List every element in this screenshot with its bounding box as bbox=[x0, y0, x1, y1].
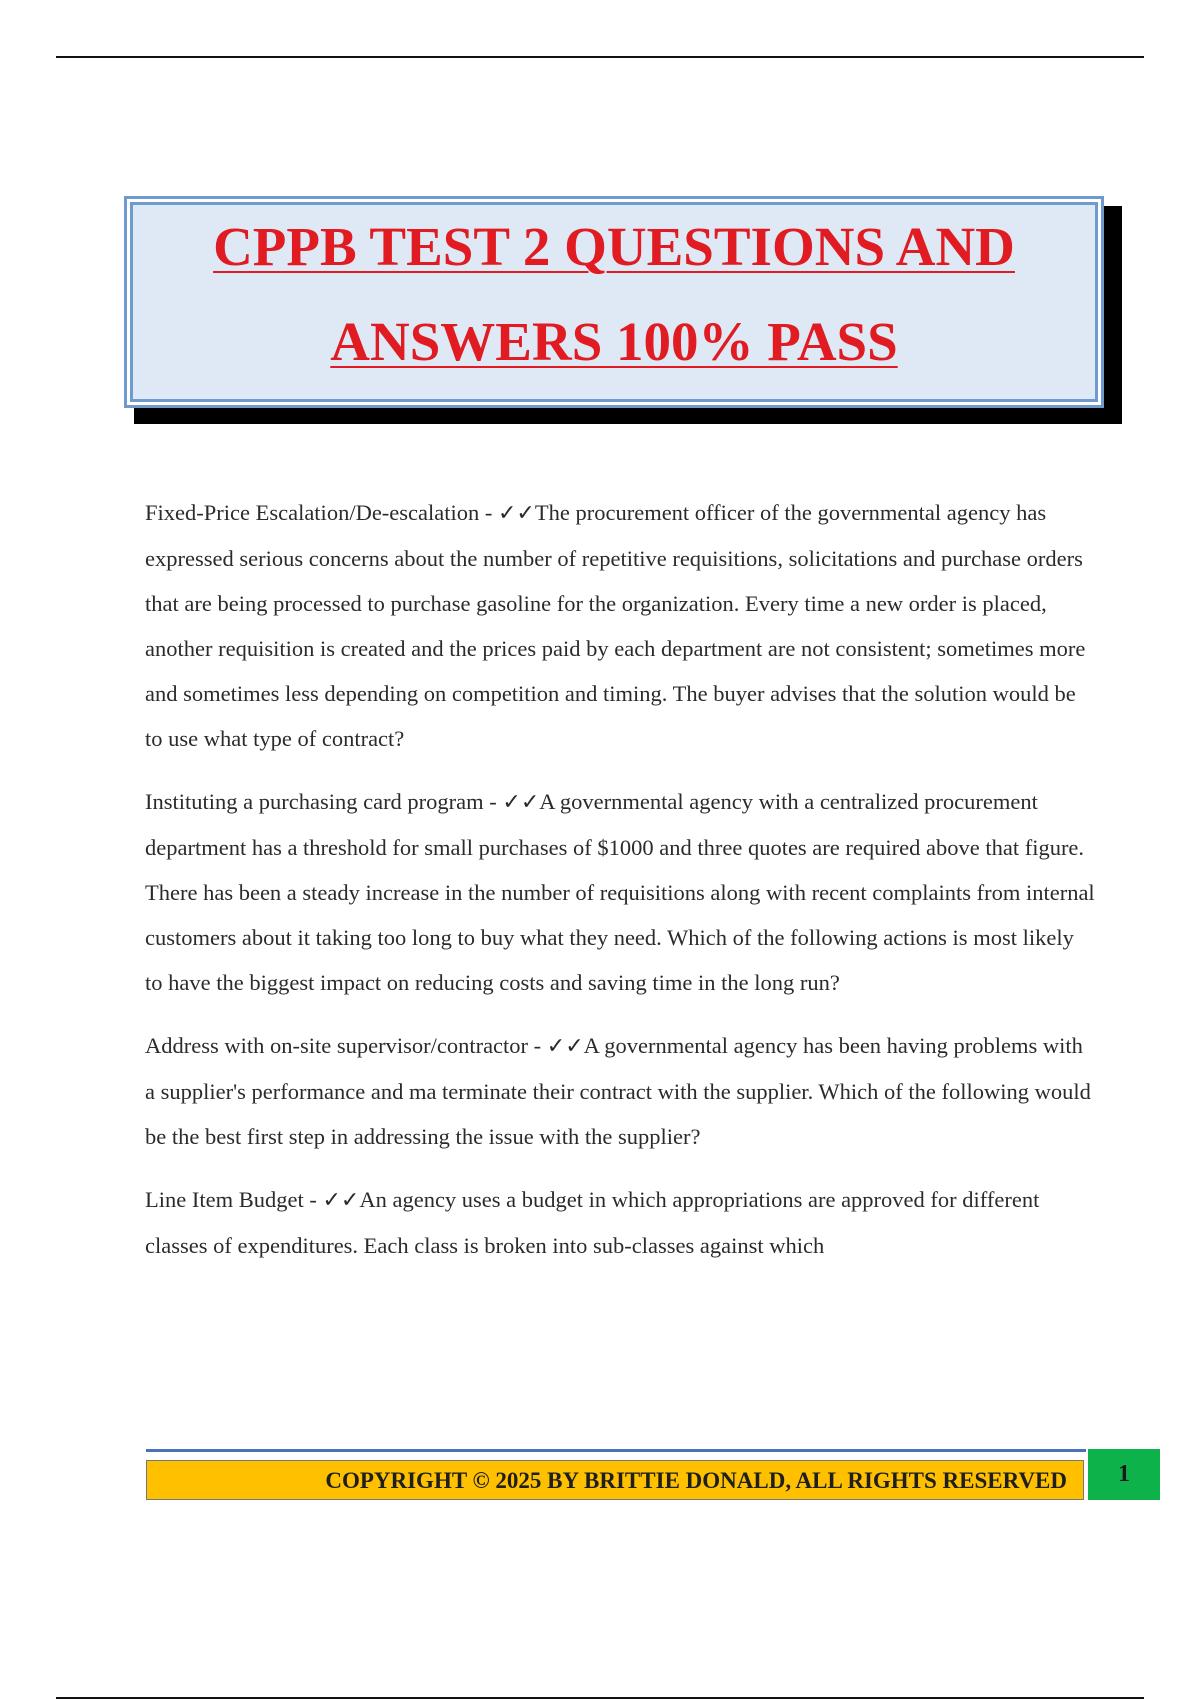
answer-term: Fixed-Price Escalation/De-escalation bbox=[145, 500, 480, 525]
qa-content bbox=[145, 490, 1095, 1286]
answer-term: Instituting a purchasing card program bbox=[145, 789, 484, 814]
top-rule bbox=[56, 56, 1144, 58]
title-line-1: CPPB TEST 2 QUESTIONS AND bbox=[213, 216, 1015, 277]
title-line-2: ANSWERS 100% PASS bbox=[330, 311, 898, 372]
qa-entry: Instituting a purchasing card program - ✓✓A governmental agency with a centralized procurement department has a threshold for small purchases of $1000 and three quotes are required above that figure. There has been a steady increase in the number of requisitions along with recent complaints from internal customers about it taking too long to buy what they need. Which of the following actions is most likely to have the biggest impact on reducing costs and saving time in the long run? bbox=[145, 789, 1095, 995]
qa-entry: Address with on-site supervisor/contractor - ✓✓A governmental agency has been having problems with a supplier's performance and ma terminate their contract with the supplier. Which of the following would be the best first step in addressing the issue with the supplier? bbox=[145, 1033, 1091, 1149]
question-text: A governmental agency has been having problems with a supplier's performance and ma terminate their contract with the supplier. Which of the following would be the best first step in addressing the issue with the supplier? bbox=[145, 1033, 1091, 1149]
qa-entry: Line Item Budget - ✓✓An agency uses a budget in which appropriations are approved for different classes of expenditures. Each class is broken into sub-classes against which bbox=[145, 1187, 1040, 1258]
qa-entry: Fixed-Price Escalation/De-escalation - ✓✓The procurement officer of the governmental agency has expressed serious concerns about the number of repetitive requisitions, solicitations and purchase orders that are being processed to purchase gasoline for the organization. Every time a new order is placed, another requisition is created and the prices paid by each department are not consistent; sometimes more and sometimes less depending on competition and timing. The buyer advises that the solution would be to use what type of contract? bbox=[145, 500, 1086, 751]
bottom-rule bbox=[56, 1697, 1144, 1699]
title-box bbox=[124, 196, 1104, 408]
question-text: An agency uses a budget in which appropriations are approved for different classes of expenditures. Each class is broken into sub-classes against which bbox=[145, 1187, 1040, 1258]
check-mark-icon: ✓✓ bbox=[546, 1034, 584, 1059]
page-number-box bbox=[1088, 1449, 1160, 1500]
question-text: A governmental agency with a centralized procurement department has a threshold for small purchases of $1000 and three quotes are required above that figure. There has been a steady increase in the number of requisitions along with recent complaints from internal customers about it taking too long to buy what they need. Which of the following actions is most likely to have the biggest impact on reducing costs and saving time in the long run? bbox=[145, 789, 1095, 995]
page-number: 1 bbox=[1118, 1461, 1130, 1487]
document-title bbox=[127, 199, 1101, 389]
check-mark-icon: ✓✓ bbox=[498, 501, 535, 526]
check-mark-icon: ✓✓ bbox=[322, 1188, 360, 1213]
footer-copyright-bar bbox=[146, 1460, 1084, 1500]
footer-rule bbox=[146, 1449, 1086, 1452]
check-mark-icon: ✓✓ bbox=[502, 790, 540, 815]
question-text: The procurement officer of the governmental agency has expressed serious concerns about the number of repetitive requisitions, solicitations and purchase orders that are being processed to purchase gasoline for the organization. Every time a new order is placed, another requisition is created and the prices paid by each department are not consistent; sometimes more and sometimes less depending on competition and timing. The buyer advises that the solution would be to use what type of contract? bbox=[145, 500, 1086, 751]
copyright-text: COPYRIGHT © 2025 BY BRITTIE DONALD, ALL RIGHTS RESERVED bbox=[325, 1468, 1067, 1493]
answer-term: Line Item Budget bbox=[145, 1187, 304, 1212]
answer-term: Address with on-site supervisor/contractor bbox=[145, 1033, 529, 1058]
